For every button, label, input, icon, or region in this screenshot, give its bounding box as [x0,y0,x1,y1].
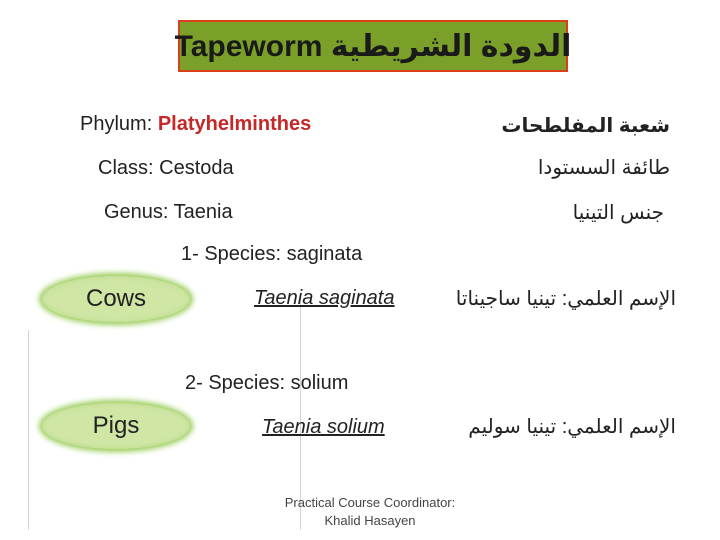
genus-label: Genus: Taenia [104,201,233,223]
species1-arabic-name: الإسم العلمي: تينيا ساجيناتا [455,288,676,310]
host-pigs-label: Pigs [92,412,140,439]
species2-scientific-name: Taenia solium [262,416,385,438]
species1-scientific-name: Taenia saginata [254,287,395,309]
footer-credit [270,494,470,530]
phylum-row [80,113,311,136]
title-box [174,20,572,72]
page-title: Tapeworm الدودة الشريطية [174,29,572,63]
phylum-value: Platyhelminthes [157,113,312,135]
host-cows-ellipse [42,276,190,322]
species1-heading: 1- Species: saginata [181,243,363,265]
class-label: Class: Cestoda [98,157,234,179]
footer-line-1: Practical Course Coordinator: [284,495,456,510]
host-cows-label: Cows [85,285,146,312]
footer-line-2: Khalid Hasayen [324,513,416,528]
phylum-label: Phylum: [80,113,158,135]
species2-heading: 2- Species: solium [185,372,349,394]
class-arabic: طائفة السستودا [537,157,670,179]
decor-line-left [28,330,29,530]
phylum-arabic: شعبة المفلطحات [501,115,670,137]
genus-arabic: جنس التينيا [572,202,664,224]
host-pigs-ellipse [42,403,190,449]
species2-arabic-name: الإسم العلمي: تينيا سوليم [468,416,676,438]
